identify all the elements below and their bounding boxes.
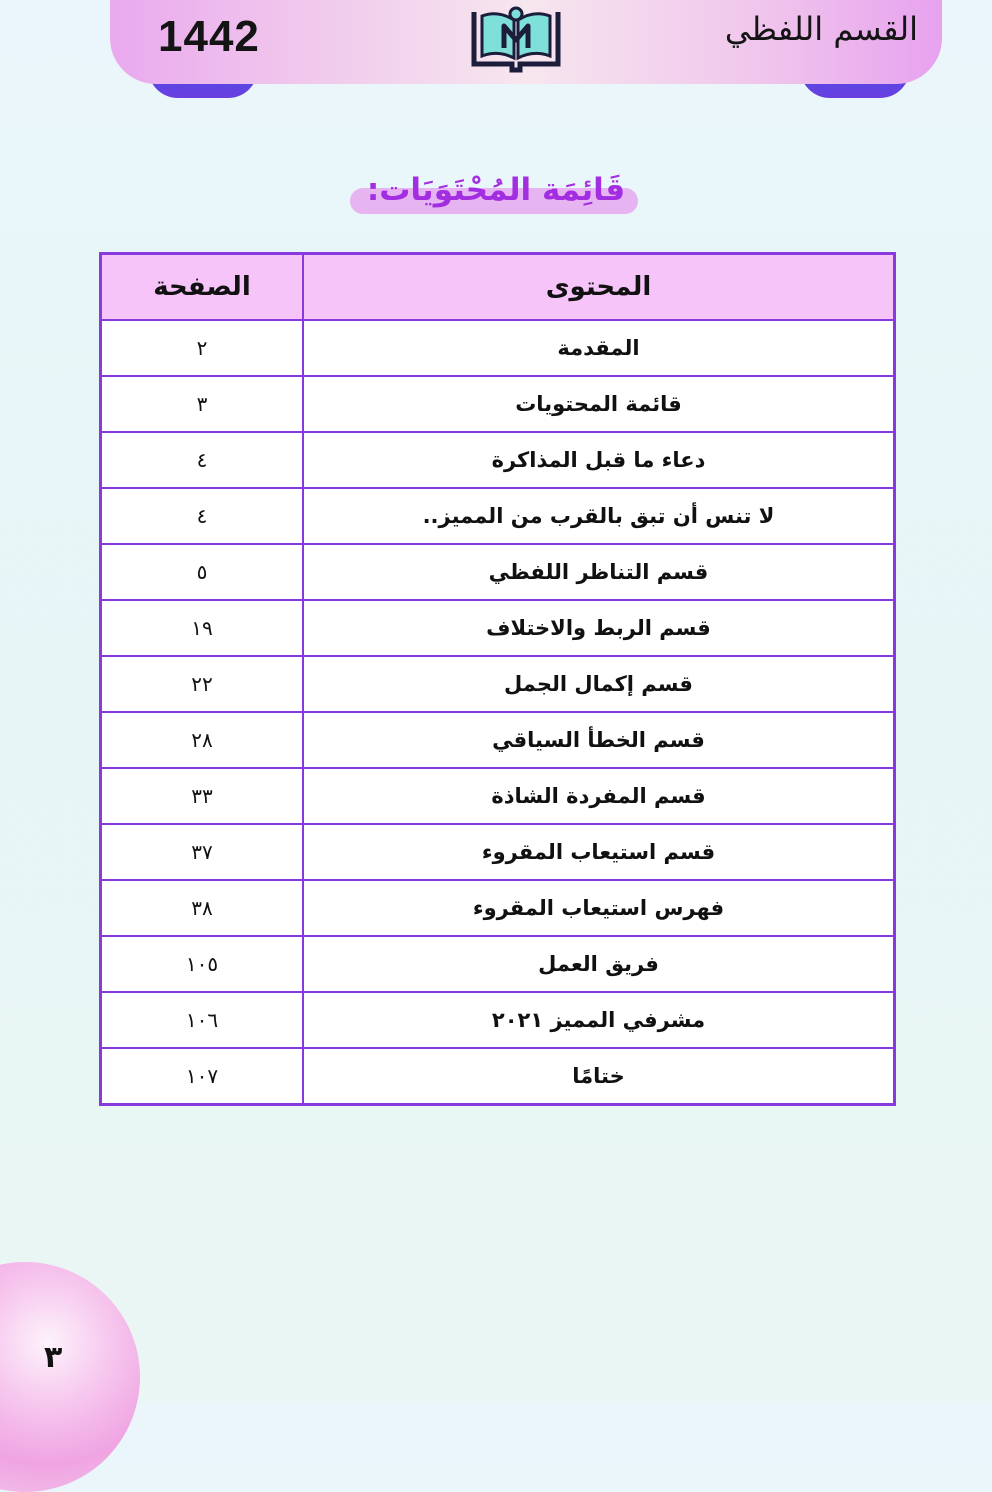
row-content: قسم الخطأ السياقي [303, 712, 894, 768]
table-header-row [101, 254, 894, 320]
book-m-logo-icon [468, 0, 564, 76]
row-page: ١٠٥ [101, 936, 303, 992]
header-year: 1442 [158, 12, 260, 61]
table-row [101, 600, 894, 656]
row-content: ختامًا [303, 1048, 894, 1104]
row-content: قسم إكمال الجمل [303, 656, 894, 712]
row-page: ١٠٧ [101, 1048, 303, 1104]
row-content: دعاء ما قبل المذاكرة [303, 432, 894, 488]
row-page: ١٠٦ [101, 992, 303, 1048]
table-row [101, 432, 894, 488]
table-row [101, 320, 894, 376]
contents-table [99, 252, 896, 1106]
table-row [101, 992, 894, 1048]
table-row [101, 1048, 894, 1104]
row-content: قسم استيعاب المقروء [303, 824, 894, 880]
row-content: مشرفي المميز ٢٠٢١ [303, 992, 894, 1048]
row-content: قسم التناظر اللفظي [303, 544, 894, 600]
header-page: الصفحة [101, 254, 303, 320]
row-content: المقدمة [303, 320, 894, 376]
row-page: ٣٨ [101, 880, 303, 936]
row-page: ٣٣ [101, 768, 303, 824]
row-page: ٤ [101, 488, 303, 544]
row-content: قسم المفردة الشاذة [303, 768, 894, 824]
page-number: ٣ [44, 1340, 63, 1375]
row-page: ٢٨ [101, 712, 303, 768]
row-content: لا تنس أن تبق بالقرب من المميز.. [303, 488, 894, 544]
row-page: ٣ [101, 376, 303, 432]
header-content: المحتوى [303, 254, 894, 320]
row-page: ٢ [101, 320, 303, 376]
decorative-bubble [0, 1262, 140, 1492]
table-row [101, 376, 894, 432]
row-content: فهرس استيعاب المقروء [303, 880, 894, 936]
row-page: ٣٧ [101, 824, 303, 880]
row-page: ٢٢ [101, 656, 303, 712]
row-content: فريق العمل [303, 936, 894, 992]
header-section-title: القسم اللفظي [724, 10, 918, 48]
table-row [101, 488, 894, 544]
row-content: قسم الربط والاختلاف [303, 600, 894, 656]
table-row [101, 936, 894, 992]
page-title: قَائِمَة المُحْتَوَيَات: [366, 172, 626, 208]
table-row [101, 880, 894, 936]
table-row [101, 656, 894, 712]
table-row [101, 768, 894, 824]
table-row [101, 824, 894, 880]
table-row [101, 712, 894, 768]
row-page: ٥ [101, 544, 303, 600]
row-content: قائمة المحتويات [303, 376, 894, 432]
row-page: ١٩ [101, 600, 303, 656]
row-page: ٤ [101, 432, 303, 488]
table-row [101, 544, 894, 600]
